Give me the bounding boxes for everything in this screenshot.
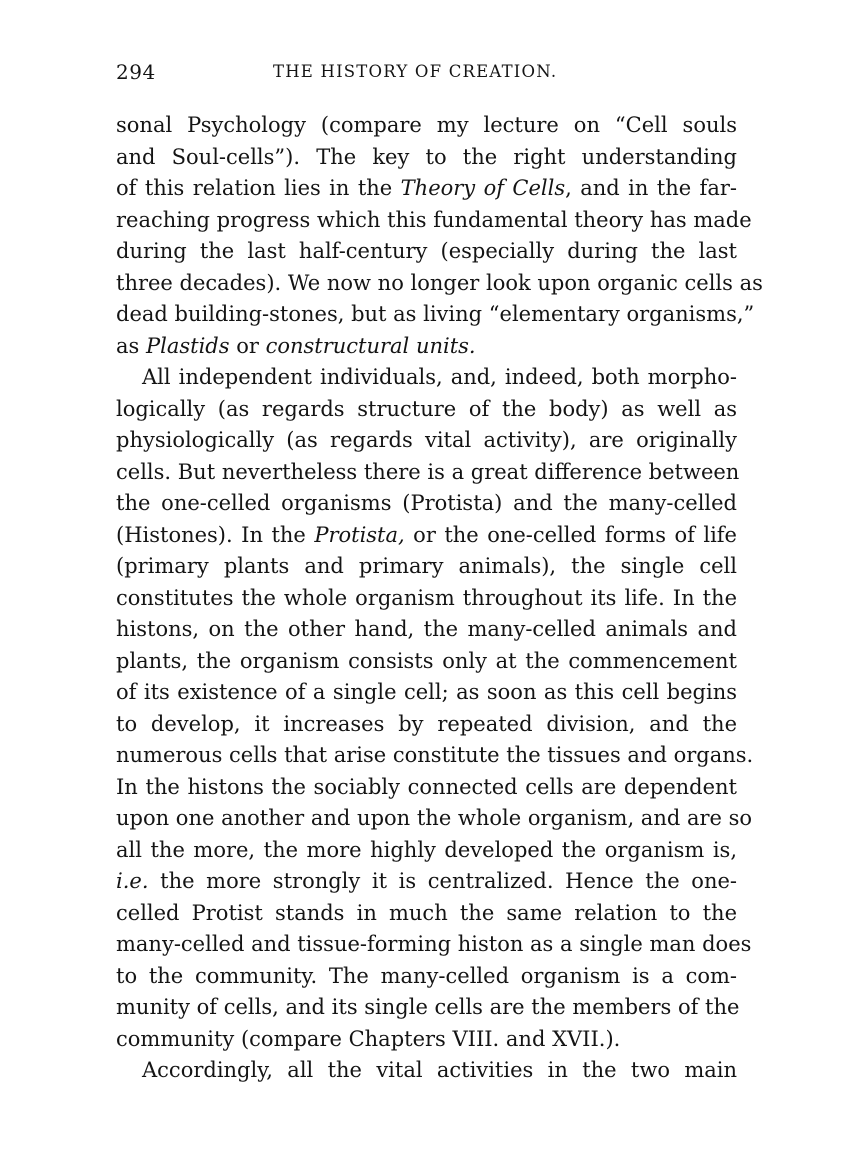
- text-line: [116, 520, 737, 552]
- text-line: [116, 583, 737, 615]
- text-segment: the one-celled organisms (Protista) and the many-celled: [116, 491, 737, 515]
- text-line: [116, 110, 737, 142]
- text-line: [116, 1055, 737, 1087]
- text-line: [116, 835, 737, 867]
- text-segment: All independent individuals, and, indeed, both morpho-: [142, 365, 737, 389]
- text-line: [116, 709, 737, 741]
- text-line: [116, 488, 737, 520]
- text-segment: community (compare Chapters VIII. and XVII.).: [116, 1026, 621, 1051]
- text-line: [116, 394, 737, 426]
- text-segment: Accordingly, all the vital activities in the two main: [142, 1058, 737, 1082]
- text-line: [116, 772, 737, 804]
- text-line: [116, 551, 737, 583]
- text-segment: histons, on the other hand, the many-celled animals and: [116, 617, 737, 641]
- text-segment: numerous cells that arise constitute the tissues and organs.: [116, 743, 754, 767]
- text-segment: constitutes the whole organism throughout its life. In the: [116, 585, 737, 610]
- text-line: [116, 331, 737, 363]
- running-head: [116, 60, 736, 90]
- text-segment: (primary plants and primary animals), the single cell: [116, 554, 737, 578]
- text-segment: three decades). We now no longer look upon organic cells as: [116, 270, 763, 295]
- text-segment: sonal Psychology (compare my lecture on “Cell souls: [116, 113, 737, 137]
- running-title: THE HISTORY OF CREATION.: [273, 62, 558, 81]
- text-line: [116, 929, 752, 961]
- text-segment: to the community. The many-celled organism is a com-: [116, 963, 737, 988]
- text-line: [116, 614, 737, 646]
- text-line: [116, 677, 737, 709]
- text-segment: plants, the organism consists only at the commencement: [116, 648, 737, 673]
- text-line: [116, 457, 740, 489]
- text-line: [116, 740, 754, 772]
- text-line: [116, 646, 737, 678]
- text-segment: , and in the far-: [565, 176, 737, 200]
- text-line: [116, 299, 755, 331]
- text-segment: of its existence of a single cell; as soon as this cell begins: [116, 680, 737, 704]
- italic-text: Protista,: [314, 522, 405, 547]
- text-segment: or the one-celled forms of life: [404, 522, 737, 547]
- text-segment: cells. But nevertheless there is a great difference between: [116, 459, 740, 484]
- text-segment: to develop, it increases by repeated division, and the: [116, 711, 737, 736]
- text-line: [116, 205, 752, 237]
- text-segment: all the more, the more highly developed the organism is,: [116, 837, 737, 862]
- text-segment: dead building-stones, but as living “elementary organisms,”: [116, 302, 755, 326]
- text-segment: of this relation lies in the: [116, 176, 401, 200]
- text-segment: In the histons the sociably connected cells are dependent: [116, 774, 737, 799]
- text-segment: upon one another and upon the whole organism, and are so: [116, 806, 753, 830]
- text-segment: logically (as regards structure of the body) as well as: [116, 396, 737, 421]
- italic-text: i.e.: [116, 869, 149, 893]
- text-line: [116, 425, 737, 457]
- text-segment: reaching progress which this fundamental theory has made: [116, 207, 752, 232]
- text-segment: the more strongly it is centralized. Hence the one-: [148, 869, 737, 893]
- text-line: [116, 803, 753, 835]
- text-segment: munity of cells, and its single cells are the members of the: [116, 995, 740, 1019]
- text-line: [116, 142, 737, 174]
- text-line: [116, 866, 737, 898]
- text-line: [116, 268, 763, 300]
- text-segment: many-celled and tissue-forming histon as a single man does: [116, 932, 752, 956]
- text-segment: or: [229, 333, 266, 358]
- text-line: [116, 173, 737, 205]
- page-number: 294: [116, 60, 156, 84]
- text-segment: (Histones). In the: [116, 522, 315, 547]
- text-line: [116, 898, 737, 930]
- text-segment: as: [116, 333, 146, 358]
- body-text: [116, 110, 763, 1087]
- italic-text: Theory of Cells: [400, 176, 566, 200]
- text-segment: during the last half-century (especially during the last: [116, 239, 737, 263]
- italic-text: Plastids: [145, 333, 230, 358]
- text-line: [116, 992, 740, 1024]
- text-segment: celled Protist stands in much the same relation to the: [116, 900, 737, 925]
- text-segment: physiologically (as regards vital activity), are originally: [116, 428, 737, 452]
- text-line: [116, 362, 737, 394]
- italic-text: constructural units.: [265, 333, 476, 358]
- text-line: [116, 236, 737, 268]
- text-line: [116, 961, 737, 993]
- text-line: [116, 1024, 737, 1056]
- text-segment: and Soul-cells”). The key to the right understanding: [116, 144, 737, 169]
